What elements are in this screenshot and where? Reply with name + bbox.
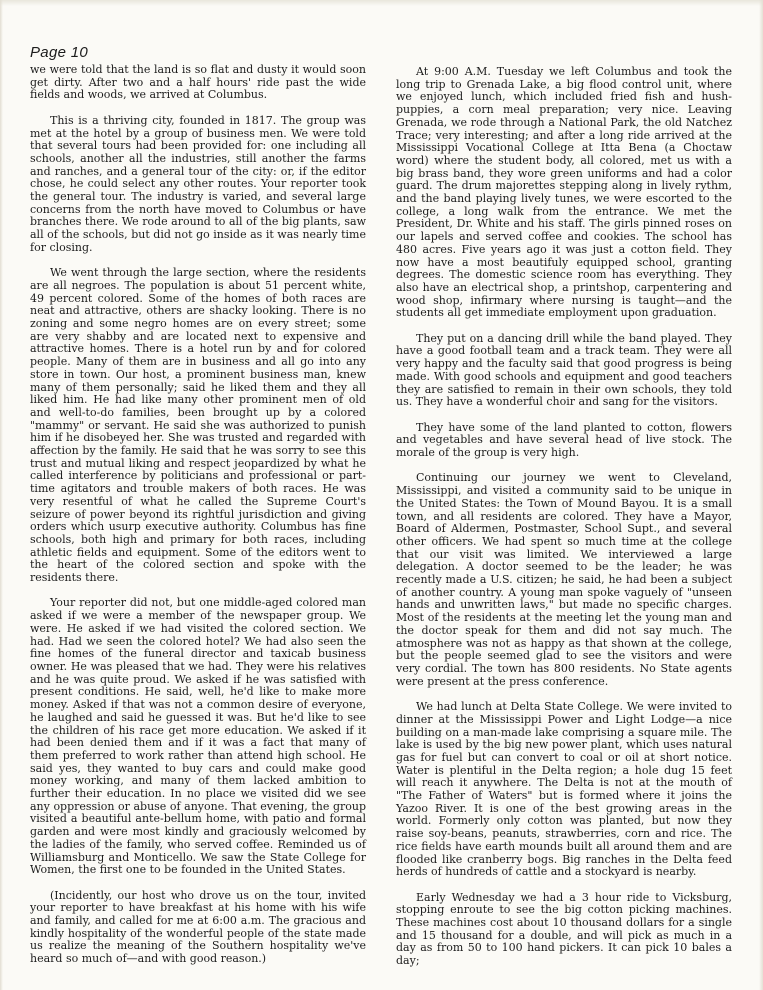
paragraph-residents: We went through the large section, where the residents are all negroes. The population is about 51 percent white, 49 percent colored. Some of the homes of both races are neat and attractive, others are shacky looking. There is no zoning and some negro homes are on every street; some are very shabby and are located next to expensive and attractive homes. There is a hotel run by and for colored people. Many of them are in business and all go into any store in town. Our host, a prominent business man, knew many of them personally; said he liked them and they all liked him. He had like many other prominent men of old and well-to-do families, been brought up by a colored "mammy" or servant. He said she was authorized to punish him if he disobeyed her. She was trusted and regarded with affection by the family. He said that he was sorry to see this trust and mutual liking and respect jeopardized by what he called interference by politicians and professional or part-time agitators and trouble makers of both races. He was very resentful of what he called the Supreme Court's seizure of power beyond its rightful jurisdiction and giving orders which usurp executive authority. Columbus has fine schools, both high and primary for both races, including athletic fields and equipment. Some of the editors went to the heart of the colored section and spoke with the residents there. [30,266,366,585]
paragraph-columbus-city: This is a thriving city, founded in 1817. The group was met at the hotel by a group of business men. We were told that several tours had been provided for: one including all schools, another all the industries, still another the farms and ranches, and a general tour of the city: or, if the editor chose, he could select any other routes. Your reporter took the general tour. The industry is varied, and several large concerns from the north have moved to Columbus or have branches there. We rode around to all of the big plants, saw all of the schools, but did not go inside as it was nearly time for closing. [30,113,366,254]
right-column [396,66,732,981]
page-left-edge [0,0,3,990]
paragraph-reporter-conversation: Your reporter did not, but one middle-aged colored man asked if we were a member of the newspaper group. We were. He asked if we had visited the colored section. We had. Had we seen the colored hotel? We had also seen the fine homes of the funeral director and taxicab business owner. He was pleased that we had. They were his relatives and he was quite proud. We asked if he was satisfied with present conditions. He said, well, he'd like to make more money. Asked if that was not a common desire of everyone, he laughed and said he guessed it was. But he'd like to see the children of his race get more education. We asked if it had been denied them and if it was a fact that many of them preferred to work rather than attend high school. He said yes, they wanted to buy cars and could make good money working, and many of them lacked ambition to further their education. In no place we visited did we see any oppression or abuse of anyone. That evening, the group visited a beautiful ante-bellum home, with patio and formal garden and were most kindly and graciously welcomed by the ladies of the family, who served coffee. Reminded us of Williamsburg and Monticello. We saw the State College for Women, the first one to be founded in the United States. [30,596,366,877]
paragraph-continued: we were told that the land is so flat and dusty it would soon get dirty. After two and a half hours' ride past the wide fields and woods, we arrived at Columbus. [30,63,366,102]
left-column [30,64,366,979]
paragraph-delta-state: We had lunch at Delta State College. We were invited to dinner at the Mississippi Power and Light Lodge—a nice building on a man-made lake comprising a square mile. The lake is used by the big new power plant, which uses natural gas for fuel but can convert to coal or oil at short notice. Water is plentiful in the Delta region; a hole dug 15 feet will reach it anywhere. The Delta is not at the mouth of "The Father of Waters" but is formed where it joins the Yazoo River. It is one of the best growing areas in the world. Formerly only cotton was planted, but now they raise soy-beans, peanuts, strawberries, corn and rice. The rice fields have earth mounds built all around them and are flooded like cranberry bogs. Big ranches in the Delta feed herds of hundreds of cattle and a stockyard is nearby. [396,700,732,879]
paragraph-mound-bayou: Continuing our journey we went to Cleveland, Mississippi, and visited a community said to be unique in the United States: the Town of Mound Bayou. It is a small town, and all residents are colored. They have a Mayor, Board of Aldermen, Postmaster, School Supt., and several other officers. We had spent so much time at the college that our visit was limited. We interviewed a large delegation. A doctor seemed to be the leader; he was recently made a U.S. citizen; he said, he had been a subject of another country. A young man spoke vaguely of "unseen hands and unwritten laws," but made no specific charges. Most of the residents at the meeting let the young man and the doctor speak for them and did not say much. The atmosphere was not as happy as that shown at the college, but the people seemed glad to see the visitors and were very cordial. The town has 800 residents. No State agents were present at the press conference. [396,471,732,688]
page-top-edge [0,0,763,6]
paragraph-grenada-trip: At 9:00 A.M. Tuesday we left Columbus and took the long trip to Grenada Lake, a big flood control unit, where we enjoyed lunch, which included fried fish and hush-puppies, a corn meal preparation; very nice. Leaving Grenada, we rode through a National Park, the old Natchez Trace; very interesting; and after a long ride arrived at the Mississippi Vocational College at Itta Bena (a Choctaw word) where the student body, all colored, met us with a big brass band, they wore green uniforms and had a color guard. The drum majorettes stepping along in lively rythm, and the band playing lively tunes, we were escorted to the college, a long walk from the entrance. We met the President, Dr. White and his staff. The girls pinned roses on our lapels and served coffee and cookies. The school has 480 acres. Five years ago it was just a cotton field. They now have a most beautifuly equipped school, granting degrees. The domestic science room has everything. They also have an electrical shop, a printshop, carpentering and wood shop, infirmary where nursing is taught—and the students all get immediate employment upon graduation. [396,65,732,320]
paragraph-land-planted: They have some of the land planted to cotton, flowers and vegetables and have several head of live stock. The morale of the group is very high. [396,420,732,460]
page-number: Page 10 [30,44,88,61]
paragraph-host-breakfast: (Incidently, our host who drove us on the tour, invited your reporter to have breakfast at his home with his wife and family, and called for me at 6:00 a.m. The gracious and kindly hospitality of the wonderful people of the state made us realize the meaning of the Southern hospitality we've heard so much of—and with good reason.) [30,888,366,966]
page-right-edge [759,0,763,990]
paragraph-dancing-drill: They put on a dancing drill while the band played. They have a good football team and a track team. They were all very happy and the faculty said that good progress is being made. With good schools and equipment and good teachers they are satisfied to remain in their own schools, they told us. They have a wonderful choir and sang for the visitors. [396,331,732,409]
paragraph-vicksburg: Early Wednesday we had a 3 hour ride to Vicksburg, stopping enroute to see the big cotton picking machines. These machines cost about 10 thousand dollars for a single and 15 thousand for a double, and will pick as much in a day as from 50 to 100 hand pickers. It can pick 10 bales a day; [396,890,732,968]
